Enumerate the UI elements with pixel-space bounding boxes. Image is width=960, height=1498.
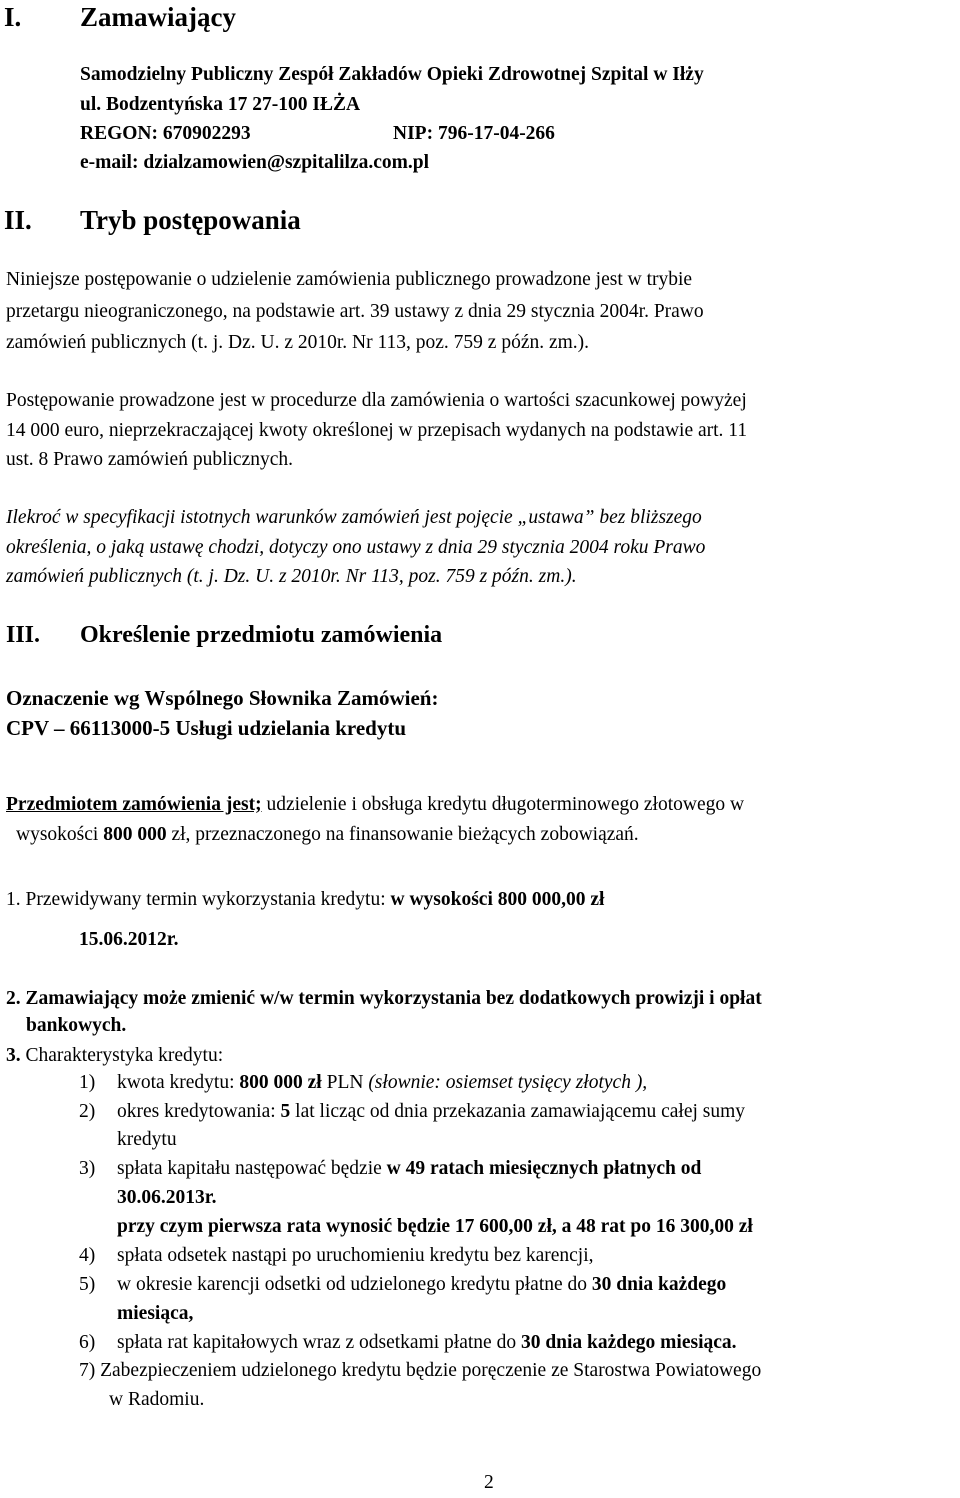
- point-3-text: Charakterystyka kredytu:: [20, 1045, 224, 1066]
- procedure-paragraph-line-3: ust. 8 Prawo zamówień publicznych.: [6, 449, 294, 470]
- section-1-title: Zamawiający: [80, 2, 236, 32]
- item-3-date: 30.06.2013r.: [117, 1187, 217, 1208]
- item-5-label: w okresie karencji odsetki od udzielonego kredytu płatne do: [117, 1274, 592, 1295]
- definition-paragraph-line-2: określenia, o jaką ustawę chodzi, dotyczy ono ustawy z dnia 29 stycznia 2004 roku Prawo: [6, 537, 706, 558]
- subject-line-1: [6, 790, 744, 819]
- cpv-code-line: CPV – 66113000-5 Usługi udzielania kredytu: [6, 716, 407, 740]
- subject-line-2: [16, 820, 639, 849]
- item-6-label: spłata rat kapitałowych wraz z odsetkami płatne do: [117, 1332, 521, 1353]
- point-1-amount: w wysokości 800 000,00 zł: [390, 889, 605, 910]
- address-line-name: Samodzielny Publiczny Zespół Zakładów Opieki Zdrowotnej Szpital w Iłży: [80, 64, 704, 85]
- item-5-number: 5): [79, 1274, 96, 1295]
- subject-amount: 800 000: [103, 824, 167, 845]
- procedure-paragraph-line-1: Postępowanie prowadzone jest w procedurze dla zamówienia o wartości szacunkowej powyżej: [6, 390, 747, 411]
- point-2-line-1: 2. Zamawiający może zmienić w/w termin wykorzystania bez dodatkowych prowizji i opłat: [6, 988, 762, 1009]
- address-line-email: e-mail: dzialzamowien@szpitalilza.com.pl: [80, 152, 430, 173]
- item-2-number: 2): [79, 1101, 96, 1122]
- item-1-amount: 800 000 zł: [239, 1072, 322, 1093]
- subject-amount-prefix: wysokości: [16, 824, 104, 845]
- section-1-number: I.: [4, 2, 22, 32]
- item-3-text: [117, 1154, 701, 1183]
- item-3-installment-amounts: przy czym pierwsza rata wynosić będzie 17 600,00 zł, a 48 rat po 16 300,00 zł: [117, 1216, 753, 1237]
- mode-paragraph-line-1: Niniejsze postępowanie o udzielenie zamówienia publicznego prowadzone jest w trybie: [6, 269, 693, 290]
- item-3-installments: w 49 ratach miesięcznych płatnych od: [386, 1158, 702, 1179]
- point-3-number: 3.: [6, 1045, 21, 1066]
- item-3-number: 3): [79, 1158, 96, 1179]
- point-2-line-2: bankowych.: [26, 1015, 127, 1036]
- item-7-line-2: w Radomiu.: [109, 1389, 205, 1410]
- item-6-number: 6): [79, 1332, 96, 1353]
- item-5-deadline: 30 dnia każdego: [591, 1274, 727, 1295]
- point-3-heading: [6, 1041, 223, 1070]
- definition-paragraph-line-3: zamówień publicznych (t. j. Dz. U. z 2010r. Nr 113, poz. 759 z późn. zm.).: [6, 566, 577, 587]
- address-line-regon: REGON: 670902293: [80, 123, 251, 144]
- item-4-text: spłata odsetek nastąpi po uruchomieniu kredytu bez karencji,: [117, 1245, 594, 1266]
- item-1-currency: PLN: [321, 1072, 369, 1093]
- mode-paragraph-line-2: przetargu nieograniczonego, na podstawie art. 39 ustawy z dnia 29 stycznia 2004r. Prawo: [6, 301, 704, 322]
- subject-text: udzielenie i obsługa kredytu długoterminowego złotowego w: [261, 794, 745, 815]
- page-number: 2: [484, 1472, 494, 1493]
- procedure-paragraph-line-2: 14 000 euro, nieprzekraczającej kwoty określonej w przepisach wydanych na podstawie art. 11: [6, 420, 748, 441]
- section-3-number: III.: [6, 622, 41, 648]
- item-4-number: 4): [79, 1245, 96, 1266]
- section-3-title: Określenie przedmiotu zamówienia: [80, 622, 443, 648]
- point-1-text: 1. Przewidywany termin wykorzystania kredytu:: [6, 889, 391, 910]
- item-6-text: [117, 1328, 737, 1357]
- item-2-label: okres kredytowania:: [117, 1101, 281, 1122]
- item-7-line-1: 7) Zabezpieczeniem udzielonego kredytu będzie poręczenie ze Starostwa Powiatowego: [79, 1360, 762, 1381]
- definition-paragraph-line-1: Ilekroć w specyfikacji istotnych warunków zamówień jest pojęcie „ustawa” bez bliższego: [6, 507, 702, 528]
- item-1-number: 1): [79, 1072, 96, 1093]
- item-6-deadline: 30 dnia każdego miesiąca.: [520, 1332, 737, 1353]
- address-line-nip: NIP: 796-17-04-266: [393, 123, 555, 144]
- item-2-years: 5: [280, 1101, 291, 1122]
- item-3-label: spłata kapitału następować będzie: [117, 1158, 387, 1179]
- subject-amount-suffix: zł, przeznaczonego na finansowanie bieżących zobowiązań.: [166, 824, 639, 845]
- mode-paragraph-line-3: zamówień publicznych (t. j. Dz. U. z 2010r. Nr 113, poz. 759 z późn. zm.).: [6, 332, 590, 353]
- item-2-rest: lat licząc od dnia przekazania zamawiającemu całej sumy: [290, 1101, 746, 1122]
- item-1-text: [117, 1068, 647, 1097]
- section-2-number: II.: [4, 205, 32, 235]
- item-5-line-2: miesiąca,: [117, 1303, 194, 1324]
- address-line-street: ul. Bodzentyńska 17 27-100 IŁŻA: [80, 94, 361, 115]
- item-1-words: (słownie: osiemset tysięcy złotych ),: [368, 1072, 648, 1093]
- cpv-heading: Oznaczenie wg Wspólnego Słownika Zamówień:: [6, 686, 439, 710]
- item-2-line-2: kredytu: [117, 1129, 177, 1150]
- section-2-title: Tryb postępowania: [80, 205, 301, 235]
- point-1-date: 15.06.2012r.: [79, 929, 179, 950]
- subject-label: Przedmiotem zamówienia jest;: [6, 794, 262, 815]
- item-2-text: [117, 1097, 745, 1126]
- item-5-text: [117, 1270, 726, 1299]
- point-1-line: [6, 885, 604, 914]
- item-1-label: kwota kredytu:: [117, 1072, 240, 1093]
